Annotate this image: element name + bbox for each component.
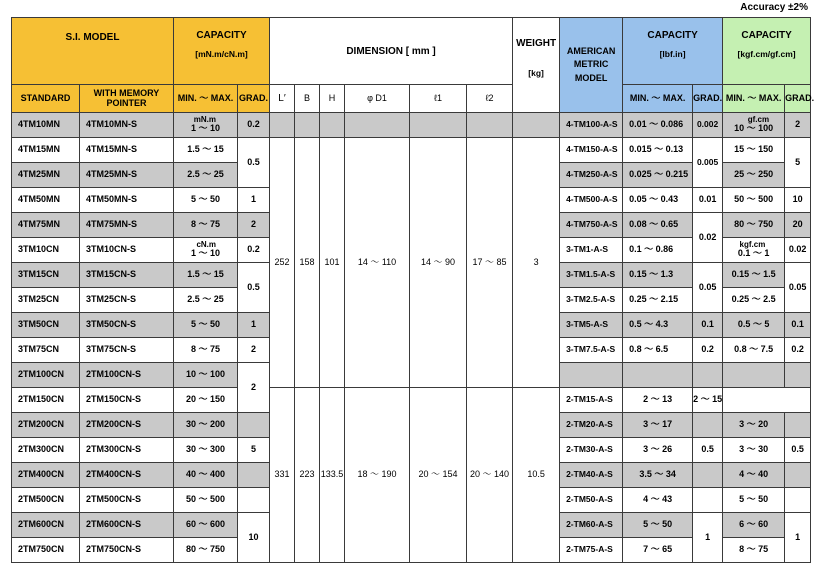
weight-cell <box>513 113 560 138</box>
dim-d1-header: φ D1 <box>345 85 410 113</box>
dim-h-cell <box>693 363 723 388</box>
table-row <box>12 113 811 138</box>
si-grad: 5 <box>238 438 270 463</box>
si-grad: 0.5 <box>238 138 270 188</box>
standard-model: 2TM150CN <box>12 388 80 413</box>
lbf-grad <box>693 488 723 513</box>
american-model: 3-TM1-A-S <box>560 238 623 263</box>
lbf-grad: 0.1 <box>693 313 723 338</box>
si-range: 1.5 ～ 15 <box>174 138 238 163</box>
american-model: 4-TM750-A-S <box>560 213 623 238</box>
american-model: 3-TM5-A-S <box>560 313 623 338</box>
lbf-range: 0.025 ～ 0.215 <box>623 163 693 188</box>
standard-model: 2TM400CN <box>12 463 80 488</box>
si-range: 8 ～ 75 <box>174 213 238 238</box>
lbf-grad: 1 <box>693 513 723 563</box>
si-range: 2.5 ～ 25 <box>174 288 238 313</box>
lbf-grad: 0.2 <box>693 338 723 363</box>
dim-l1-cell <box>410 113 467 138</box>
kgf-grad: 2 <box>785 113 811 138</box>
lbf-range: 5 ～ 50 <box>623 513 693 538</box>
american-model: 4-TM500-A-S <box>560 188 623 213</box>
lbf-grad-header: GRAD. <box>693 85 723 113</box>
kgf-grad <box>785 463 811 488</box>
lbf-range: 0.25 ～ 2.15 <box>623 288 693 313</box>
lbf-range: 0.8 ～ 6.5 <box>623 338 693 363</box>
dim-l1-cell <box>785 363 811 388</box>
kgf-range: kgf.cm 0.1 ～ 1 <box>723 238 785 263</box>
standard-model: 2TM300CN <box>12 438 80 463</box>
dim-l2-value: 20 ～ 140 <box>467 388 513 563</box>
dim-b-cell <box>623 363 693 388</box>
si-grad: 2 <box>238 363 270 413</box>
kgf-range: 50 ～ 500 <box>723 188 785 213</box>
si-grad <box>238 463 270 488</box>
si-range: 1.5 ～ 15 <box>174 263 238 288</box>
lbf-range: 0.015 ～ 0.13 <box>623 138 693 163</box>
dim-b-header: B <box>295 85 320 113</box>
lbf-range: 0.05 ～ 0.43 <box>623 188 693 213</box>
dim-h-header: H <box>320 85 345 113</box>
dim-b-value: 223 <box>295 388 320 563</box>
si-capacity-header: CAPACITY [mN.m/cN.m] <box>174 18 270 85</box>
memory-model: 2TM200CN-S <box>80 413 174 438</box>
dim-l-cell <box>270 113 295 138</box>
kgf-grad: 5 <box>785 138 811 188</box>
si-range: 50 ～ 500 <box>174 488 238 513</box>
si-grad: 1 <box>238 188 270 213</box>
standard-model: 2TM500CN <box>12 488 80 513</box>
lbf-grad: 0.5 <box>693 438 723 463</box>
lbf-capacity-header: CAPACITY [lbf.in] <box>623 18 723 85</box>
si-range: 60 ～ 600 <box>174 513 238 538</box>
dim-d1-cell <box>345 113 410 138</box>
standard-model: 2TM200CN <box>12 413 80 438</box>
standard-model: 3TM10CN <box>12 238 80 263</box>
kgf-grad: 0.5 <box>785 438 811 463</box>
lbf-range: 3 ～ 26 <box>623 438 693 463</box>
memory-model: 2TM100CN-S <box>80 363 174 388</box>
american-model: 3-TM1.5-A-S <box>560 263 623 288</box>
lbf-grad: 0.002 <box>693 113 723 138</box>
kgf-capacity-header: CAPACITY [kgf.cm/gf.cm] <box>723 18 811 85</box>
lbf-range: 0.08 ～ 0.65 <box>623 213 693 238</box>
si-range: 5 ～ 50 <box>174 188 238 213</box>
kgf-range: 15 ～ 150 <box>723 138 785 163</box>
dim-l-cell <box>560 363 623 388</box>
si-grad: 0.5 <box>238 263 270 313</box>
standard-model: 3TM25CN <box>12 288 80 313</box>
dim-l2-value: 17 ～ 85 <box>467 138 513 388</box>
lbf-range: 0.5 ～ 4.3 <box>623 313 693 338</box>
kgf-range: gf.cm 10 ～ 100 <box>723 113 785 138</box>
memory-model: 2TM400CN-S <box>80 463 174 488</box>
memory-model: 2TM750CN-S <box>80 538 174 563</box>
standard-model: 4TM15MN <box>12 138 80 163</box>
memory-model: 3TM75CN-S <box>80 338 174 363</box>
lbf-range: 0.1 ～ 0.86 <box>623 238 693 263</box>
si-range: 80 ～ 750 <box>174 538 238 563</box>
lbf-range: 7 ～ 65 <box>623 538 693 563</box>
memory-pointer-header: WITH MEMORY POINTER <box>80 85 174 113</box>
standard-model: 4TM10MN <box>12 113 80 138</box>
kgf-grad: 1 <box>785 513 811 563</box>
kgf-grad: 0.05 <box>785 263 811 313</box>
american-model: 3-TM7.5-A-S <box>560 338 623 363</box>
torque-meter-spec-table <box>11 17 815 563</box>
si-grad-header: GRAD. <box>238 85 270 113</box>
kgf-range: 8 ～ 75 <box>723 538 785 563</box>
lbf-grad <box>693 463 723 488</box>
memory-model: 4TM10MN-S <box>80 113 174 138</box>
weight-value: 3 <box>513 138 560 388</box>
standard-model: 3TM50CN <box>12 313 80 338</box>
si-grad: 1 <box>238 313 270 338</box>
standard-model: 3TM15CN <box>12 263 80 288</box>
si-grad: 2 <box>238 213 270 238</box>
kgf-grad: 0.1 <box>785 313 811 338</box>
kgf-range: 4 ～ 40 <box>723 463 785 488</box>
dim-l-value: 252 <box>270 138 295 388</box>
kgf-range: 0.5 ～ 5 <box>723 313 785 338</box>
kgf-grad: 20 <box>785 213 811 238</box>
memory-model: 4TM50MN-S <box>80 188 174 213</box>
si-grad: 2 <box>238 338 270 363</box>
memory-model: 2TM150CN-S <box>80 388 174 413</box>
memory-model: 3TM15CN-S <box>80 263 174 288</box>
si-range: 5 ～ 50 <box>174 313 238 338</box>
dim-l2-cell <box>467 113 513 138</box>
dim-b-value: 158 <box>295 138 320 388</box>
american-model: 2-TM60-A-S <box>560 513 623 538</box>
lbf-range: 3 ～ 17 <box>623 413 693 438</box>
american-model: 4-TM100-A-S <box>560 113 623 138</box>
si-range: 2.5 ～ 25 <box>174 163 238 188</box>
table-row <box>12 138 811 163</box>
kgf-range: 5 ～ 50 <box>723 488 785 513</box>
american-model: 2-TM40-A-S <box>560 463 623 488</box>
memory-model: 4TM25MN-S <box>80 163 174 188</box>
kgf-range: 3 ～ 20 <box>723 413 785 438</box>
american-model: 4-TM150-A-S <box>560 138 623 163</box>
memory-model: 4TM15MN-S <box>80 138 174 163</box>
si-grad: 10 <box>238 513 270 563</box>
memory-model: 3TM25CN-S <box>80 288 174 313</box>
dim-d1-value: 18 ～ 190 <box>345 388 410 563</box>
table-row <box>12 388 811 413</box>
standard-model: 2TM750CN <box>12 538 80 563</box>
dimension-header: DIMENSION [ mm ] <box>270 18 513 85</box>
dim-l-header: L′ <box>270 85 295 113</box>
si-range: cN.m 1 ～ 10 <box>174 238 238 263</box>
dim-h-value: 133.5 <box>320 388 345 563</box>
lbf-range: 0.01 ～ 0.086 <box>623 113 693 138</box>
standard-model: 4TM25MN <box>12 163 80 188</box>
si-range: mN.m 1 ～ 10 <box>174 113 238 138</box>
kgf-grad <box>785 488 811 513</box>
standard-model: 2TM600CN <box>12 513 80 538</box>
kgf-range: 25 ～ 250 <box>723 163 785 188</box>
american-model: 3-TM2.5-A-S <box>560 288 623 313</box>
standard-header: STANDARD <box>12 85 80 113</box>
lbf-range: 3.5 ～ 34 <box>623 463 693 488</box>
standard-model: 4TM50MN <box>12 188 80 213</box>
lbf-grad: 0.02 <box>693 213 723 263</box>
kgf-range: 0.25 ～ 2.5 <box>723 288 785 313</box>
lbf-range: 0.15 ～ 1.3 <box>623 263 693 288</box>
si-model-header: S.I. MODEL <box>12 18 174 85</box>
standard-model: 2TM100CN <box>12 363 80 388</box>
dim-l2-header: ℓ2 <box>467 85 513 113</box>
si-range: 30 ～ 200 <box>174 413 238 438</box>
american-model: 2-TM75-A-S <box>560 538 623 563</box>
lbf-minmax-header: MIN. ～ MAX. <box>623 85 693 113</box>
si-minmax-header: MIN. ～ MAX. <box>174 85 238 113</box>
si-grad: 0.2 <box>238 238 270 263</box>
memory-model: 2TM500CN-S <box>80 488 174 513</box>
dim-h-cell <box>320 113 345 138</box>
dim-h-value: 101 <box>320 138 345 388</box>
kgf-range: 0.15 ～ 1.5 <box>723 263 785 288</box>
si-grad <box>238 413 270 438</box>
american-model: 2-TM20-A-S <box>560 413 623 438</box>
si-grad <box>238 488 270 513</box>
si-range: 40 ～ 400 <box>174 463 238 488</box>
kgf-grad: 10 <box>785 188 811 213</box>
memory-model: 2TM300CN-S <box>80 438 174 463</box>
standard-model: 4TM75MN <box>12 213 80 238</box>
kgf-range: 6 ～ 60 <box>723 513 785 538</box>
american-model: 2-TM50-A-S <box>560 488 623 513</box>
american-model: 4-TM250-A-S <box>560 163 623 188</box>
memory-model: 2TM600CN-S <box>80 513 174 538</box>
accuracy-note: Accuracy ±2% <box>740 2 808 13</box>
si-range: 10 ～ 100 <box>174 363 238 388</box>
lbf-grad <box>693 413 723 438</box>
american-model-header: AMERICAN METRIC MODEL <box>560 18 623 113</box>
memory-model: 3TM10CN-S <box>80 238 174 263</box>
dim-l-value: 331 <box>270 388 295 563</box>
lbf-range: 4 ～ 43 <box>623 488 693 513</box>
memory-model: 4TM75MN-S <box>80 213 174 238</box>
lbf-grad: 0.05 <box>693 263 723 313</box>
lbf-range: 2 ～ 13 <box>623 388 693 413</box>
kgf-range: 80 ～ 750 <box>723 213 785 238</box>
si-range: 8 ～ 75 <box>174 338 238 363</box>
kgf-grad <box>785 413 811 438</box>
dim-d1-value: 14 ～ 110 <box>345 138 410 388</box>
kgf-grad: 0.02 <box>785 238 811 263</box>
si-grad: 0.2 <box>238 113 270 138</box>
kgf-range: 3 ～ 30 <box>723 438 785 463</box>
lbf-grad: 0.01 <box>693 188 723 213</box>
american-model: 2-TM15-A-S <box>560 388 623 413</box>
dim-l1-header: ℓ1 <box>410 85 467 113</box>
standard-model: 3TM75CN <box>12 338 80 363</box>
kgf-grad: 0.2 <box>785 338 811 363</box>
kgf-grad-header: GRAD. <box>785 85 811 113</box>
kgf-range: 0.8 ～ 7.5 <box>723 338 785 363</box>
dim-l1-value: 14 ～ 90 <box>410 138 467 388</box>
dim-l1-value: 20 ～ 154 <box>410 388 467 563</box>
weight-value: 10.5 <box>513 388 560 563</box>
kgf-minmax-header: MIN. ～ MAX. <box>723 85 785 113</box>
si-range: 30 ～ 300 <box>174 438 238 463</box>
memory-model: 3TM50CN-S <box>80 313 174 338</box>
dim-b-cell <box>295 113 320 138</box>
dim-d1-cell <box>723 363 785 388</box>
kgf-range: 2 ～ 15 <box>693 388 723 413</box>
weight-header: WEIGHT [kg] <box>513 18 560 113</box>
lbf-grad: 0.005 <box>693 138 723 188</box>
si-range: 20 ～ 150 <box>174 388 238 413</box>
american-model: 2-TM30-A-S <box>560 438 623 463</box>
